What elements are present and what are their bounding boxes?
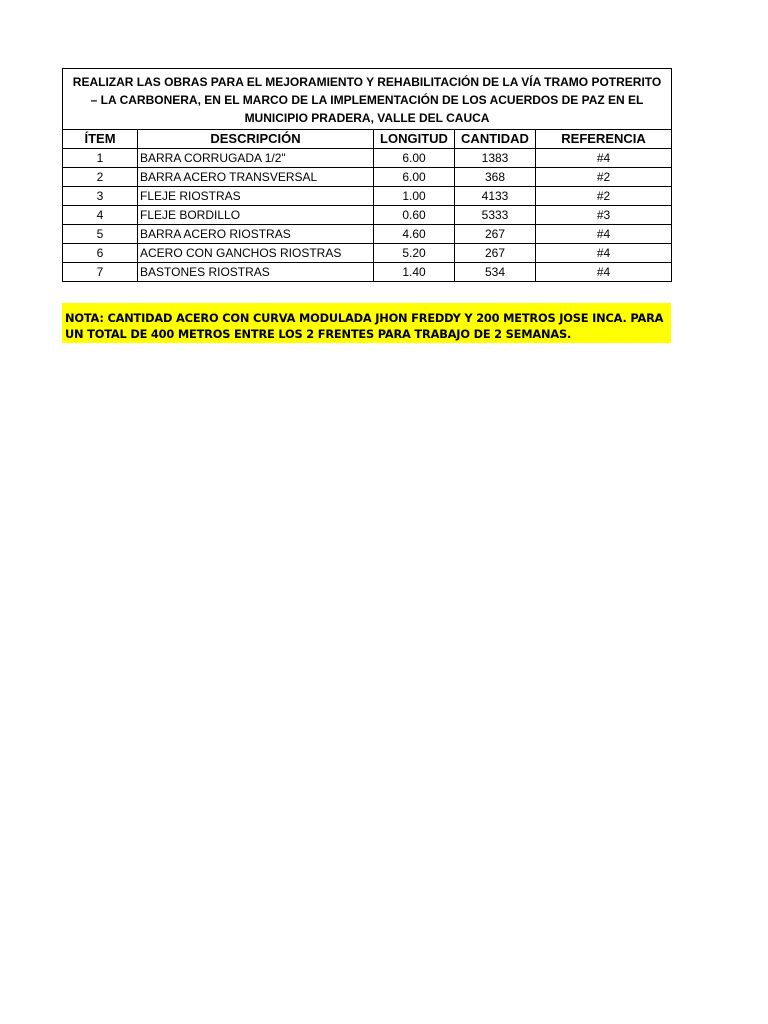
header-quantity: CANTIDAD xyxy=(455,130,536,149)
cell-description: BASTONES RIOSTRAS xyxy=(138,263,374,282)
cell-reference: #3 xyxy=(536,206,672,225)
header-reference: REFERENCIA xyxy=(536,130,672,149)
cell-quantity: 1383 xyxy=(455,149,536,168)
cell-item: 4 xyxy=(63,206,138,225)
cell-quantity: 267 xyxy=(455,244,536,263)
cell-item: 6 xyxy=(63,244,138,263)
cell-reference: #4 xyxy=(536,244,672,263)
cell-item: 2 xyxy=(63,168,138,187)
materials-table xyxy=(62,68,672,282)
table-row xyxy=(63,149,672,168)
cell-item: 1 xyxy=(63,149,138,168)
cell-length: 4.60 xyxy=(374,225,455,244)
table-row xyxy=(63,244,672,263)
table-row xyxy=(63,168,672,187)
cell-length: 5.20 xyxy=(374,244,455,263)
cell-description: ACERO CON GANCHOS RIOSTRAS xyxy=(138,244,374,263)
table-row xyxy=(63,225,672,244)
cell-item: 5 xyxy=(63,225,138,244)
cell-item: 3 xyxy=(63,187,138,206)
cell-description: BARRA ACERO TRANSVERSAL xyxy=(138,168,374,187)
cell-quantity: 368 xyxy=(455,168,536,187)
table-row xyxy=(63,206,672,225)
cell-description: FLEJE RIOSTRAS xyxy=(138,187,374,206)
cell-length: 0.60 xyxy=(374,206,455,225)
cell-length: 6.00 xyxy=(374,149,455,168)
table-row xyxy=(63,263,672,282)
cell-reference: #2 xyxy=(536,168,672,187)
header-item: ÍTEM xyxy=(63,130,138,149)
cell-quantity: 4133 xyxy=(455,187,536,206)
title-row xyxy=(63,69,672,130)
cell-length: 1.40 xyxy=(374,263,455,282)
cell-quantity: 534 xyxy=(455,263,536,282)
header-row xyxy=(63,130,672,149)
document-title: REALIZAR LAS OBRAS PARA EL MEJORAMIENTO Y REHABILITACIÓN DE LA VÍA TRAMO POTRERITO – LA CARBONERA, EN EL MARCO DE LA IMPLEMENTACIÓN DE LOS ACUERDOS DE PAZ EN EL MUNICIPIO PRADERA, VALLE DEL CAUCA xyxy=(63,69,672,130)
cell-description: BARRA CORRUGADA 1/2" xyxy=(138,149,374,168)
cell-reference: #4 xyxy=(536,225,672,244)
cell-description: FLEJE BORDILLO xyxy=(138,206,374,225)
note-box: NOTA: CANTIDAD ACERO CON CURVA MODULADA JHON FREDDY Y 200 METROS JOSE INCA. PARA UN TOTAL DE 400 METROS ENTRE LOS 2 FRENTES PARA TRABAJO DE 2 SEMANAS. xyxy=(62,303,671,343)
cell-reference: #4 xyxy=(536,149,672,168)
cell-description: BARRA ACERO RIOSTRAS xyxy=(138,225,374,244)
header-length: LONGITUD xyxy=(374,130,455,149)
cell-length: 6.00 xyxy=(374,168,455,187)
table-row xyxy=(63,187,672,206)
cell-quantity: 5333 xyxy=(455,206,536,225)
cell-length: 1.00 xyxy=(374,187,455,206)
cell-reference: #4 xyxy=(536,263,672,282)
cell-item: 7 xyxy=(63,263,138,282)
cell-reference: #2 xyxy=(536,187,672,206)
cell-quantity: 267 xyxy=(455,225,536,244)
header-description: DESCRIPCIÓN xyxy=(138,130,374,149)
